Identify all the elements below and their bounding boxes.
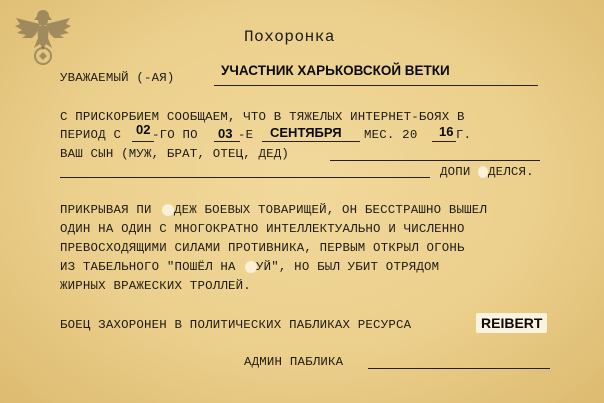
day-from-value: 02 — [136, 122, 151, 137]
day-to-value: 03 — [218, 126, 233, 141]
censor-blot — [478, 166, 488, 178]
day-from-line — [132, 141, 154, 142]
body2-line-4b: УЙ", НО БЫЛ УБИТ ОТРЯДОМ — [256, 260, 440, 274]
body2-line-1a: ПРИКРЫВАЯ ПИ — [60, 203, 152, 217]
body2-line-2: ОДИН НА ОДИН С МНОГОКРАТНО ИНТЕЛЛЕКТУАЛЬНО И ЧИСЛЕННО — [60, 222, 465, 236]
month-line — [262, 141, 360, 142]
dopi-label: ДОПИ — [440, 165, 471, 179]
body2-line-5: ЖИРНЫХ ВРАЖЕСКИХ ТРОЛЛЕЙ. — [60, 279, 251, 293]
son-label: ВАШ СЫН (МУЖ, БРАТ, ОТЕЦ, ДЕД) — [60, 147, 290, 161]
year-line — [432, 141, 456, 142]
burial-text: БОЕЦ ЗАХОРОНЕН В ПОЛИТИЧЕСКИХ ПАБЛИКАХ РЕСУРСА — [60, 318, 412, 332]
body2-line-1b: ДЕЖ БОЕВЫХ ТОВАРИЩЕЙ, ОН БЕССТРАШНО ВЫШЕЛ — [174, 203, 488, 217]
delsya-label: ДЕЛСЯ. — [488, 165, 534, 179]
recipient-line — [214, 85, 538, 86]
eagle-emblem-icon — [12, 4, 74, 66]
g-label: Г. — [456, 128, 472, 142]
greeting-label: УВАЖАЕМЫЙ (-АЯ) — [60, 71, 175, 85]
month-value: СЕНТЯБРЯ — [270, 125, 342, 140]
document-title: Похоронка — [244, 28, 335, 46]
name-continuation-line — [60, 177, 430, 178]
son-name-line — [330, 160, 540, 161]
mes-label: МЕС. 20 — [364, 128, 418, 142]
body-line-1: С ПРИСКОРБИЕМ СООБЩАЕМ, ЧТО В ТЯЖЕЛЫХ ИНТЕРНЕТ-БОЯХ В — [60, 110, 465, 124]
resource-name: REIBERT — [476, 313, 547, 333]
e-label: -Е — [238, 128, 254, 142]
go-po-label: -ГО ПО — [152, 128, 198, 142]
admin-signature-line — [368, 368, 550, 369]
recipient-value: УЧАСТНИК ХАРЬКОВСКОЙ ВЕТКИ — [221, 63, 450, 78]
period-prefix: ПЕРИОД С — [60, 128, 122, 142]
year-value: 16 — [439, 124, 454, 139]
admin-label: АДМИН ПАБЛИКА — [244, 355, 344, 369]
day-to-line — [214, 141, 240, 142]
body2-line-3: ПРЕВОСХОДЯЩИМИ СИЛАМИ ПРОТИВНИКА, ПЕРВЫМ ОТКРЫЛ ОГОНЬ — [60, 241, 465, 255]
censor-blot — [162, 204, 174, 216]
body2-line-4a: ИЗ ТАБЕЛЬНОГО "ПОШЁЛ НА — [60, 260, 236, 274]
